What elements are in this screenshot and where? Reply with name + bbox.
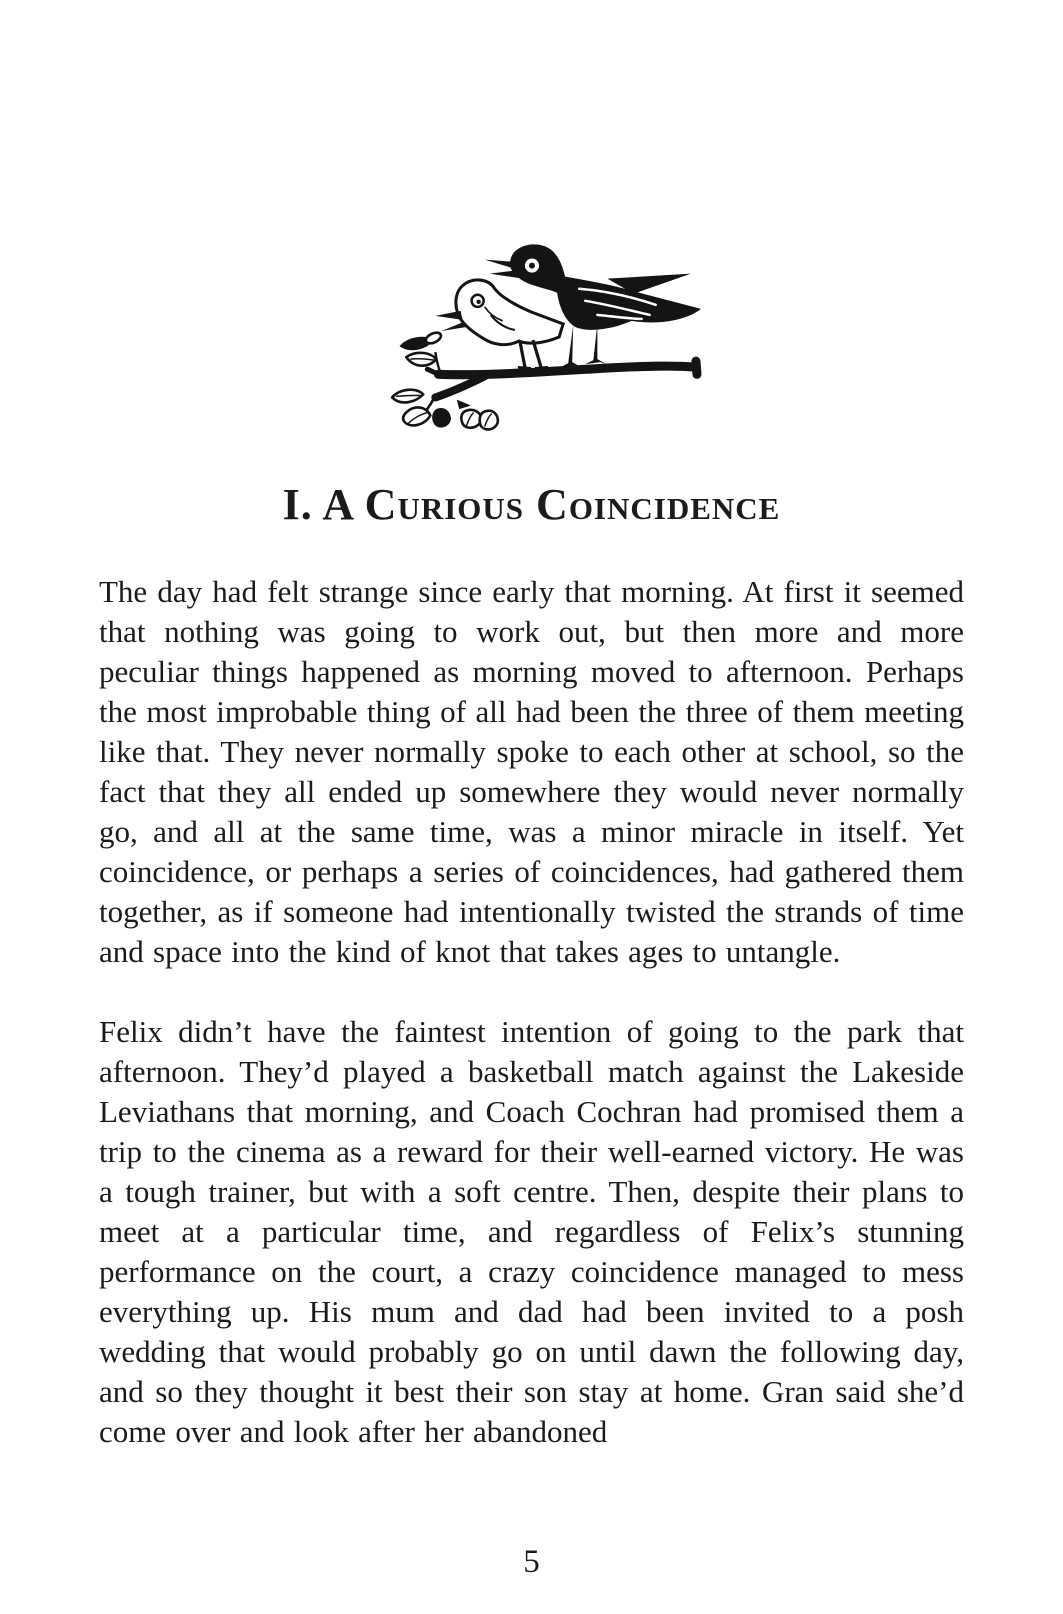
two-birds-on-branch-icon xyxy=(372,226,704,438)
chapter-heading: I. A Curious Coincidence xyxy=(282,480,781,529)
body-paragraph-1: The day had felt strange since early that morning. At first it seemed that nothing was going to work out, but then more and more peculiar things happened as morning moved to afternoon. Perhaps the most improbable thing of all had been the three of them meeting like that. They never normally spoke to each other at school, so the fact that they all ended up somewhere they would never normally go, and all at the same time, was a minor miracle in itself. Yet coincidence, or perhaps a series of coincidences, had gathered them together, as if someone had intentionally twisted the strands of time and space into the kind of knot that takes ages to untangle. xyxy=(99,574,964,969)
body-paragraph-2: Felix didn’t have the faintest intention of going to the park that afternoon. They’d played a basketball match against the Lakeside Leviathans that morning, and Coach Cochran had promised them a trip to the cinema as a reward for their well-earned victory. He was a tough trainer, but with a soft centre. Then, despite their plans to meet at a particular time, and regardless of Felix’s stunning performance on the court, a crazy coincidence managed to mess everything up. His mum and dad had been invited to a posh wedding that would probably go on until dawn the following day, and so they thought it best their son stay at home. Gran said she’d come over and look after her abandoned xyxy=(99,1014,964,1449)
body-text xyxy=(99,572,964,1452)
chapter-illustration xyxy=(372,226,704,438)
page-number: 5 xyxy=(523,1544,540,1580)
